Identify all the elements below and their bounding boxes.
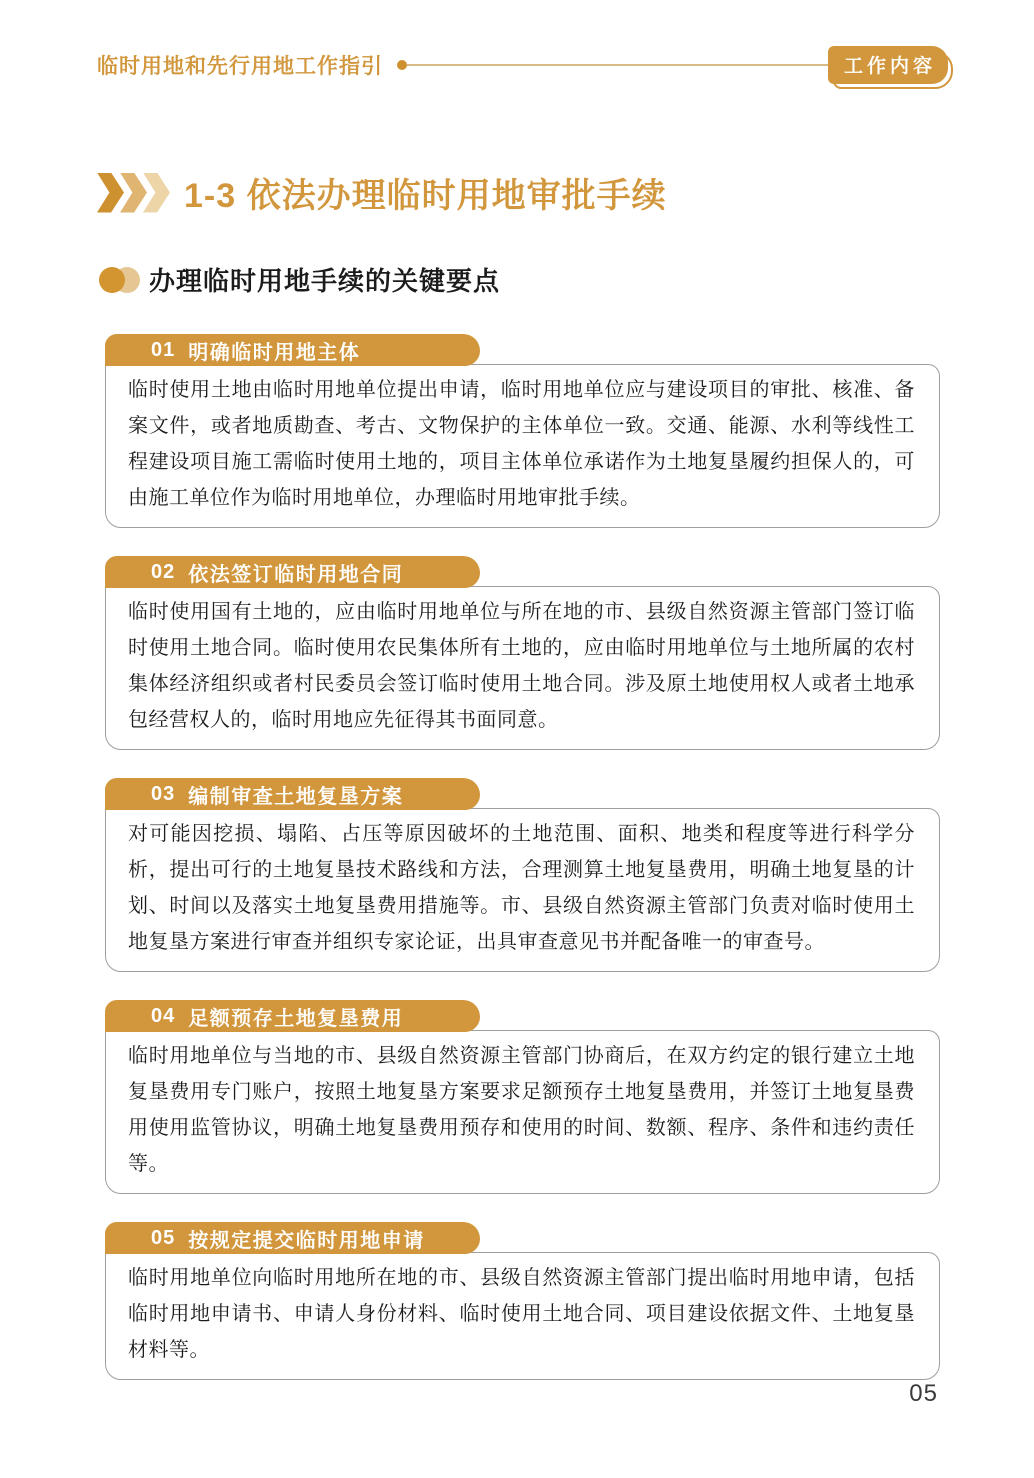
section-tab	[105, 334, 480, 366]
subheading-row	[99, 261, 1034, 298]
section-body-box	[105, 1030, 940, 1194]
page-title: 1-3 依法办理临时用地审批手续	[184, 177, 667, 215]
chevron-icon	[97, 173, 124, 213]
section-03	[105, 778, 940, 972]
section-title: 明确临时用地主体	[188, 341, 361, 364]
section-body-box	[105, 1252, 940, 1380]
section-heading-row	[97, 168, 1034, 217]
section-tab	[105, 556, 480, 588]
section-title: 编制审查土地复垦方案	[188, 785, 404, 808]
section-body-box	[105, 808, 940, 972]
section-04	[105, 1000, 940, 1194]
dot-icon	[99, 267, 125, 293]
page-number: 05	[909, 1380, 938, 1407]
section-number: 02	[151, 560, 176, 583]
section-body-text: 临时使用土地由临时用地单位提出申请，临时用地单位应与建设项目的审批、核准、备案文件，或者地质勘查、考古、文物保护的主体单位一致。交通、能源、水利等线性工程建设项目施工需临时使用土地的，项目主体单位承诺作为土地复垦履约担保人的，可由施工单位作为临时用地单位，办理临时用地审批手续。	[128, 379, 915, 509]
section-body-text: 临时使用国有土地的，应由临时用地单位与所在地的市、县级自然资源主管部门签订临时使用土地合同。临时使用农民集体所有土地的，应由临时用地单位与土地所属的农村集体经济组织或者村民委员会签订临时使用土地合同。涉及原土地使用权人或者土地承包经营权人的，临时用地应先征得其书面同意。	[128, 601, 915, 731]
chevron-icon	[143, 173, 170, 213]
section-tab	[105, 778, 480, 810]
header-dot-icon	[397, 60, 407, 70]
header-rule	[407, 64, 828, 66]
section-01	[105, 334, 940, 528]
section-number: 04	[151, 1004, 176, 1027]
section-02	[105, 556, 940, 750]
section-body-box	[105, 364, 940, 528]
document-title: 临时用地和先行用地工作指引	[97, 55, 383, 78]
section-body-text: 临时用地单位向临时用地所在地的市、县级自然资源主管部门提出临时用地申请，包括临时用地申请书、申请人身份材料、临时使用土地合同、项目建设依据文件、土地复垦材料等。	[128, 1267, 915, 1361]
section-number: 03	[151, 782, 176, 805]
section-tab	[105, 1222, 480, 1254]
key-points-list	[105, 334, 940, 1380]
section-title: 按规定提交临时用地申请	[188, 1229, 425, 1252]
section-tab	[105, 1000, 480, 1032]
section-title: 依法签订临时用地合同	[188, 563, 404, 586]
double-dot-icon	[99, 267, 141, 293]
section-title: 足额预存土地复垦费用	[188, 1007, 404, 1030]
section-body-text: 对可能因挖损、塌陷、占压等原因破坏的土地范围、面积、地类和程度等进行科学分析，提出可行的土地复垦技术路线和方法，合理测算土地复垦费用，明确土地复垦的计划、时间以及落实土地复垦费用措施等。市、县级自然资源主管部门负责对临时使用土地复垦方案进行审查并组织专家论证，出具审查意见书并配备唯一的审查号。	[128, 823, 915, 953]
section-body-text: 临时用地单位与当地的市、县级自然资源主管部门协商后，在双方约定的银行建立土地复垦费用专门账户，按照土地复垦方案要求足额预存土地复垦费用，并签订土地复垦费用使用监管协议，明确土地复垦费用预存和使用的时间、数额、程序、条件和违约责任等。	[128, 1045, 915, 1175]
section-number: 01	[151, 338, 176, 361]
section-number: 05	[151, 1226, 176, 1249]
chapter-badge: 工作内容	[828, 46, 948, 84]
triple-chevron-icon	[97, 173, 166, 213]
section-body-box	[105, 586, 940, 750]
subheading: 办理临时用地手续的关键要点	[149, 266, 501, 296]
chevron-icon	[120, 173, 147, 213]
section-05	[105, 1222, 940, 1380]
page-header	[0, 0, 1034, 84]
